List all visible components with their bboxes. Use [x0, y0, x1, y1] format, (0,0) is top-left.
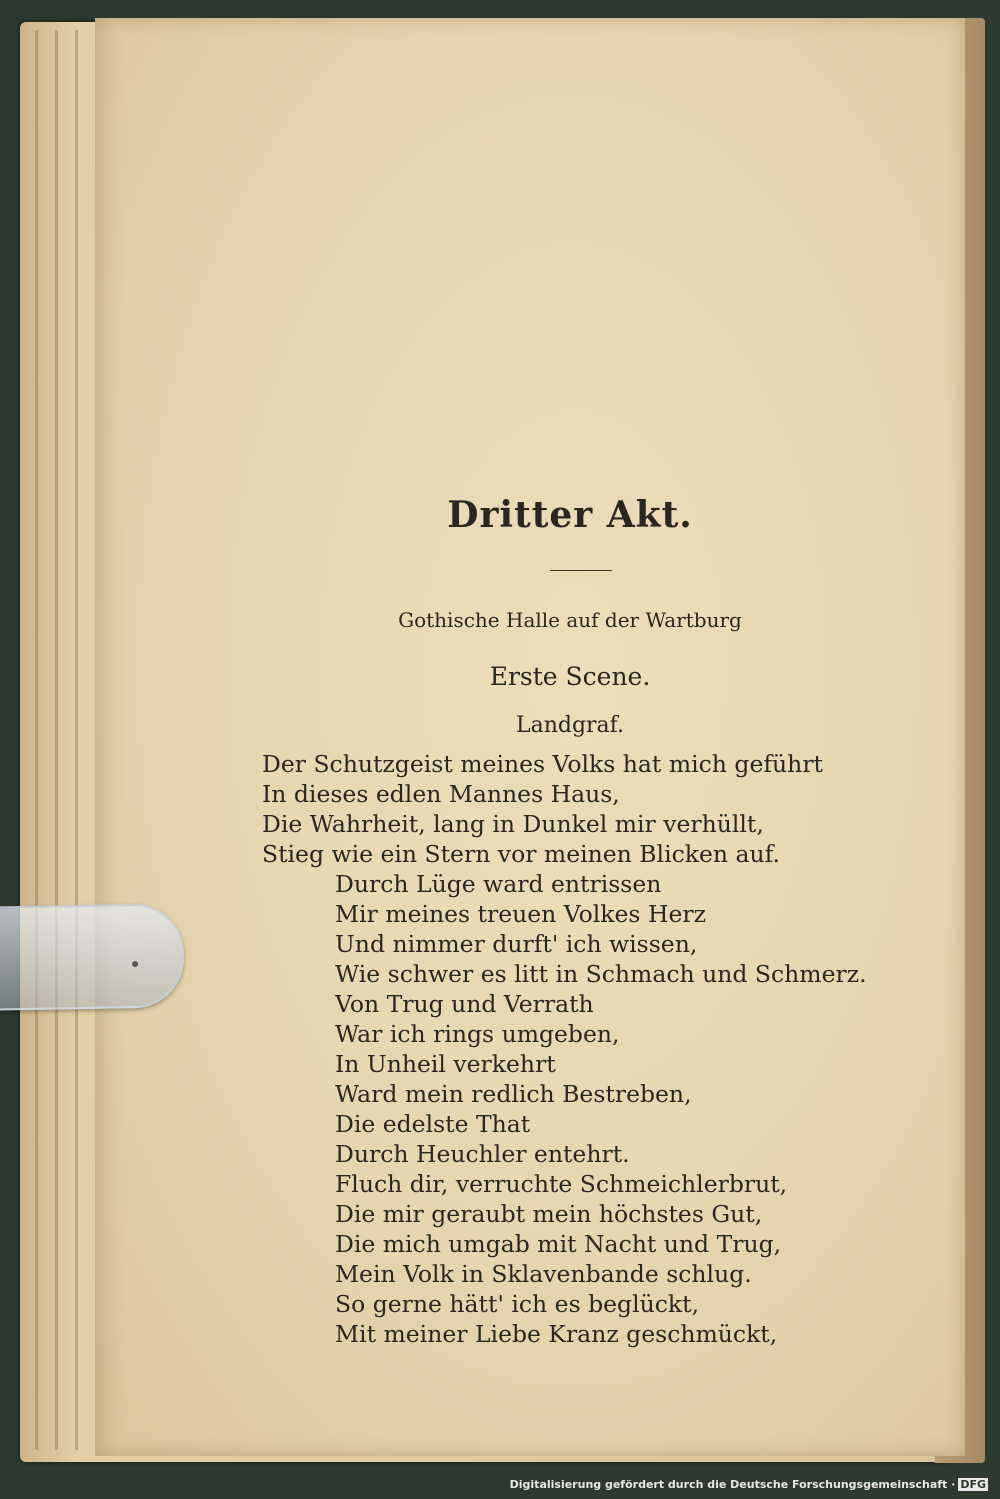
page-edge: [75, 30, 78, 1450]
scene-setting: Gothische Halle auf der Wartburg: [398, 608, 742, 632]
verse-line: Die mich umgab mit Nacht und Trug,: [335, 1230, 782, 1258]
verse-line: So gerne hätt' ich es beglückt,: [335, 1290, 700, 1318]
scene-heading: Erste Scene.: [489, 662, 651, 691]
verse-line: Von Trug und Verrath: [335, 990, 594, 1018]
speaker-name: Landgraf.: [515, 713, 625, 738]
verse-line: Durch Heuchler entehrt.: [335, 1140, 630, 1168]
verse-line: Mit meiner Liebe Kranz geschmückt,: [335, 1320, 778, 1348]
dfg-logo: DFG: [960, 1478, 986, 1491]
verse-line: War ich rings umgeben,: [335, 1020, 620, 1048]
verse-line: Durch Lüge ward entrissen: [335, 870, 662, 898]
page-text: [95, 18, 965, 1456]
verse-line: Mir meines treuen Volkes Herz: [335, 900, 706, 928]
verse-line: Stieg wie ein Stern vor meinen Blicken auf.: [262, 840, 780, 868]
bookmark-dot: [132, 961, 138, 967]
verse-line: Und nimmer durft' ich wissen,: [335, 930, 698, 958]
verse-line: Wie schwer es litt in Schmach und Schmerz.: [335, 960, 867, 988]
verse-line: Die mir geraubt mein höchstes Gut,: [335, 1200, 763, 1228]
verse-line: Die edelste That: [335, 1110, 531, 1138]
verse-line: Der Schutzgeist meines Volks hat mich geführt: [262, 750, 823, 778]
page-edge: [55, 30, 58, 1450]
verse-line: Mein Volk in Sklavenbande schlug.: [335, 1260, 752, 1288]
verse-line: Ward mein redlich Bestreben,: [335, 1080, 692, 1108]
verse-line: Die Wahrheit, lang in Dunkel mir verhüllt,: [262, 810, 764, 838]
act-title: Dritter Akt.: [447, 494, 693, 536]
bookmark-clip: [0, 903, 185, 1011]
footer-credit: [506, 1476, 992, 1493]
book-page: [95, 18, 965, 1456]
verse-line: In dieses edlen Mannes Haus,: [262, 780, 620, 808]
footer-text: Digitalisierung gefördert durch die Deutsche Forschungsgemeinschaft ·: [509, 1478, 956, 1491]
verse-line: Fluch dir, verruchte Schmeichlerbrut,: [335, 1170, 788, 1198]
page-edge: [35, 30, 38, 1450]
verse-line: In Unheil verkehrt: [335, 1050, 556, 1078]
title-rule: [550, 570, 612, 571]
